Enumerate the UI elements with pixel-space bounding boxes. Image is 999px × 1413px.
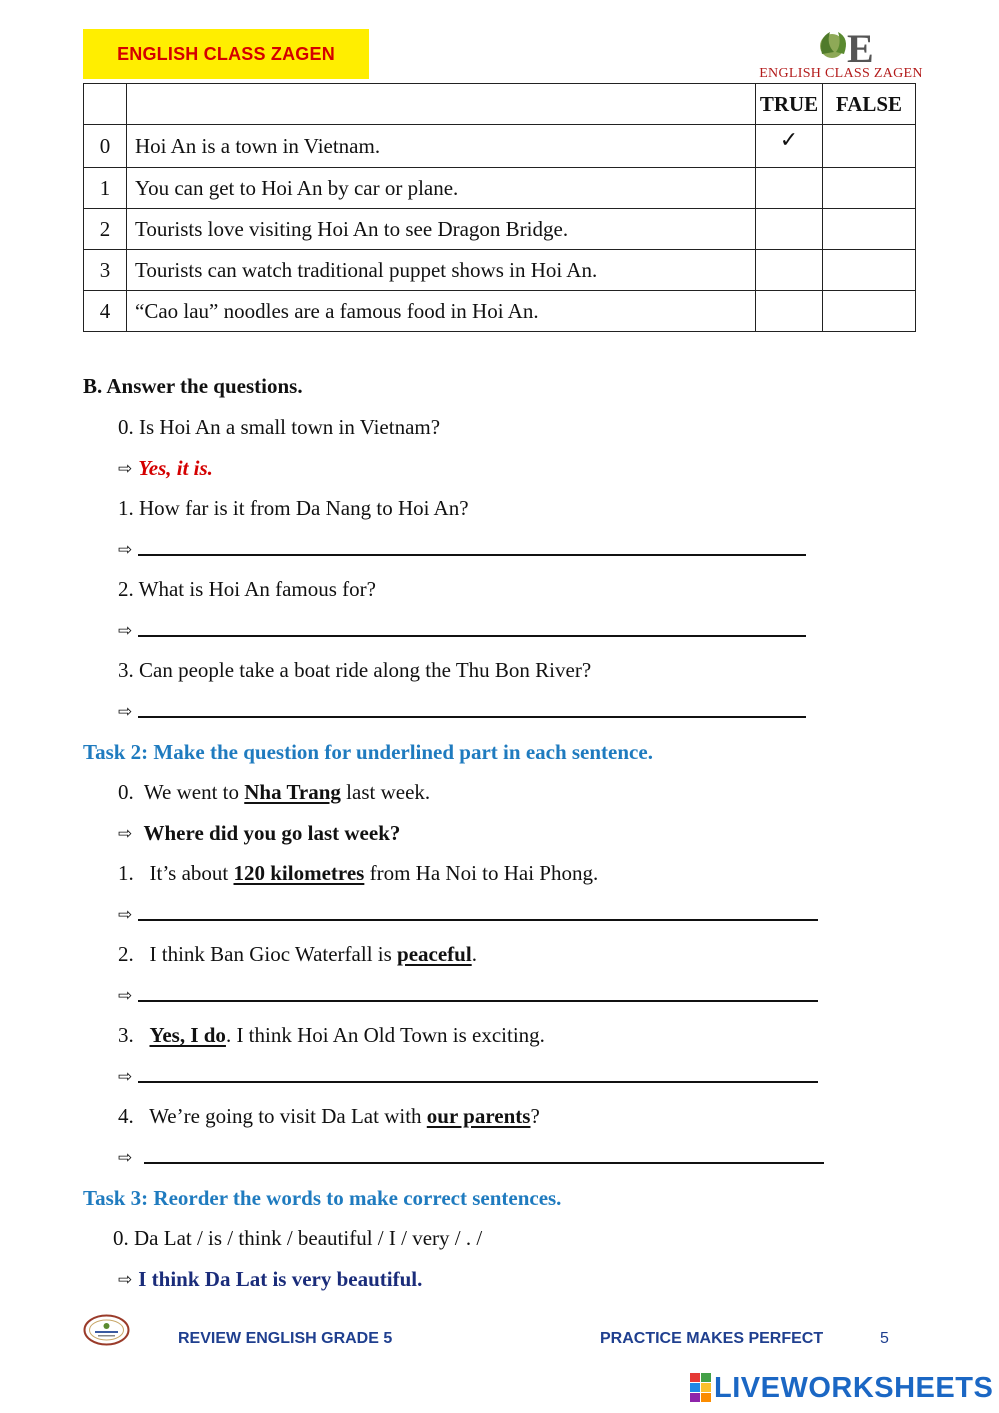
task2-sentence-2 (118, 942, 477, 967)
answer-line-2 (118, 618, 806, 643)
header-statement-cell (127, 84, 756, 125)
task2-sentence-0 (118, 780, 430, 805)
task2-s0-num: 0. (118, 780, 134, 804)
task-3-heading: Task 3: Reorder the words to make correct sentences. (83, 1186, 562, 1210)
table-header-row (84, 84, 916, 125)
task2-s2-underlined: peaceful (397, 942, 472, 966)
footer-left: REVIEW ENGLISH GRADE 5 (178, 1330, 393, 1347)
row-statement: Tourists love visiting Hoi An to see Dragon Bridge. (127, 209, 756, 250)
liveworksheets-logo-icon (690, 1373, 712, 1403)
arrow-icon: ⇨ (118, 1270, 133, 1290)
task2-s1-pre: It’s about (149, 861, 234, 885)
true-false-table (83, 83, 916, 332)
liveworksheets-watermark (690, 1370, 993, 1406)
header-num-cell (84, 84, 127, 125)
task2-a0-text: Where did you go last week? (143, 821, 401, 845)
task2-s3-num: 3. (118, 1023, 134, 1047)
task2-s2-num: 2. (118, 942, 134, 966)
task2-sentence-4 (118, 1104, 540, 1129)
arrow-icon: ⇨ (118, 1148, 133, 1168)
row-statement: Tourists can watch traditional puppet shows in Hoi An. (127, 250, 756, 291)
table-row (84, 125, 916, 168)
check-icon: ✓ (779, 127, 799, 152)
false-cell[interactable] (823, 168, 916, 209)
answer-input-3[interactable] (138, 702, 806, 718)
header-true: TRUE (756, 84, 823, 125)
task2-s1-underlined: 120 kilometres (233, 861, 365, 885)
class-logo (748, 24, 934, 82)
answer-line-3 (118, 699, 806, 724)
row-statement: “Cao lau” noodles are a famous food in Hoi An. (127, 291, 756, 332)
question-2: 2. What is Hoi An famous for? (118, 577, 376, 601)
task2-s1-post: from Ha Noi to Hai Phong. (364, 861, 599, 885)
task2-s4-num: 4. (118, 1104, 134, 1128)
table-row (84, 250, 916, 291)
arrow-icon: ⇨ (118, 702, 133, 722)
class-banner: ENGLISH CLASS ZAGEN (83, 29, 369, 79)
task2-answer-line-2 (118, 983, 818, 1008)
true-cell[interactable] (756, 291, 823, 332)
answer-0-text: Yes, it is. (138, 456, 213, 480)
task2-input-3[interactable] (138, 1067, 818, 1083)
task2-sentence-3 (118, 1023, 545, 1048)
task3-sentence-0: 0. Da Lat / is / think / beautiful / I / very / . / (113, 1226, 483, 1250)
row-number: 2 (84, 209, 127, 250)
row-number: 1 (84, 168, 127, 209)
task2-s2-pre: I think Ban Gioc Waterfall is (149, 942, 398, 966)
false-cell[interactable] (823, 125, 916, 168)
task2-s4-underlined: our parents (426, 1104, 531, 1128)
task2-input-1[interactable] (138, 905, 818, 921)
row-number: 3 (84, 250, 127, 291)
task2-answer-line-3 (118, 1064, 818, 1089)
task-2-heading: Task 2: Make the question for underlined part in each sentence. (83, 740, 653, 764)
row-statement: You can get to Hoi An by car or plane. (127, 168, 756, 209)
task2-s0-post: last week. (340, 780, 431, 804)
task2-s2-post: . (471, 942, 477, 966)
footer-right: PRACTICE MAKES PERFECT (600, 1330, 824, 1347)
task2-sentence-1 (118, 861, 598, 886)
task2-answer-line-4 (118, 1145, 824, 1170)
question-3: 3. Can people take a boat ride along the Thu Bon River? (118, 658, 592, 682)
answer-0 (118, 456, 213, 481)
arrow-icon: ⇨ (118, 905, 133, 925)
task2-s0-underlined: Nha Trang (244, 780, 341, 804)
task2-s0-pre: We went to (143, 780, 245, 804)
header-false: FALSE (823, 84, 916, 125)
answer-input-1[interactable] (138, 540, 806, 556)
page-number: 5 (880, 1330, 889, 1347)
table-row (84, 209, 916, 250)
true-cell[interactable] (756, 125, 823, 168)
task2-s3-post: . I think Hoi An Old Town is exciting. (225, 1023, 545, 1047)
task2-s1-num: 1. (118, 861, 134, 885)
table-row (84, 291, 916, 332)
arrow-icon: ⇨ (118, 459, 133, 479)
true-cell[interactable] (756, 209, 823, 250)
task2-input-4[interactable] (144, 1148, 824, 1164)
true-cell[interactable] (756, 168, 823, 209)
task2-s4-post: ? (530, 1104, 540, 1128)
row-number: 0 (84, 125, 127, 168)
answer-line-1 (118, 537, 806, 562)
school-emblem-icon (83, 1314, 130, 1346)
answer-input-2[interactable] (138, 621, 806, 637)
arrow-icon: ⇨ (118, 540, 133, 560)
task2-answer-0 (118, 821, 400, 846)
task2-input-2[interactable] (138, 986, 818, 1002)
task2-answer-line-1 (118, 902, 818, 927)
row-number: 4 (84, 291, 127, 332)
task3-a0-text: I think Da Lat is very beautiful. (138, 1267, 423, 1291)
school-logo (83, 1314, 130, 1346)
task3-answer-0 (118, 1267, 422, 1292)
false-cell[interactable] (823, 291, 916, 332)
task2-s3-underlined: Yes, I do (149, 1023, 226, 1047)
logo-caption: ENGLISH CLASS ZAGEN (759, 66, 923, 81)
watermark-text: LIVEWORKSHEETS (714, 1371, 994, 1404)
arrow-icon: ⇨ (118, 824, 133, 844)
question-0: 0. Is Hoi An a small town in Vietnam? (118, 415, 441, 439)
arrow-icon: ⇨ (118, 1067, 133, 1087)
arrow-icon: ⇨ (118, 621, 133, 641)
table-row (84, 168, 916, 209)
logo-letter: E (847, 26, 874, 71)
row-statement: Hoi An is a town in Vietnam. (127, 125, 756, 168)
task2-s4-pre: We’re going to visit Da Lat with (149, 1104, 427, 1128)
section-b-heading: B. Answer the questions. (83, 374, 303, 398)
true-cell[interactable] (756, 250, 823, 291)
question-1: 1. How far is it from Da Nang to Hoi An? (118, 496, 469, 520)
false-cell[interactable] (823, 209, 916, 250)
arrow-icon: ⇨ (118, 986, 133, 1006)
false-cell[interactable] (823, 250, 916, 291)
